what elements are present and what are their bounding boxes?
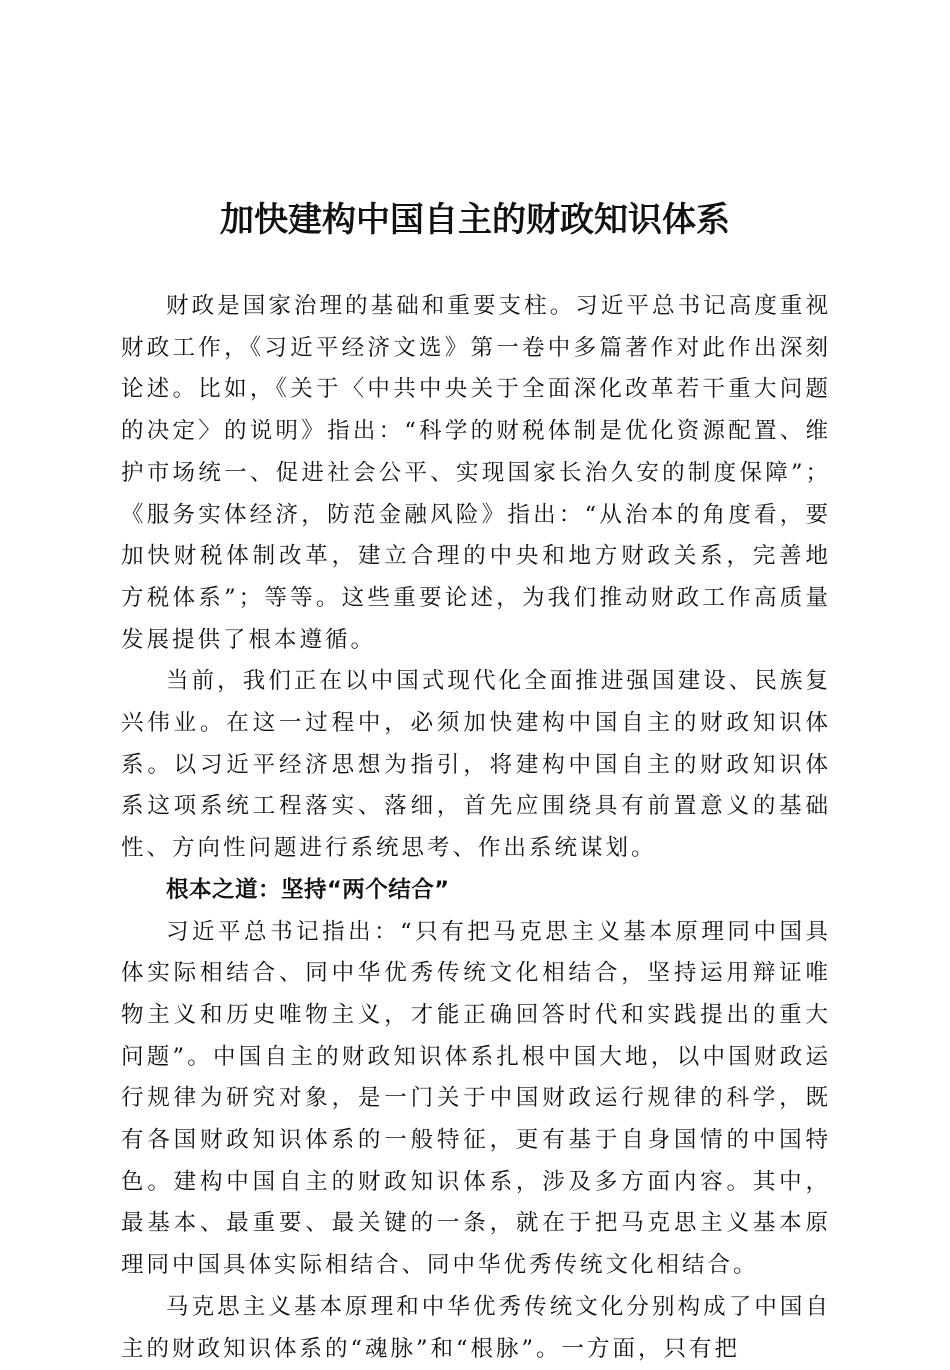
paragraph-intro: 财政是国家治理的基础和重要支柱。习近平总书记高度重视财政工作，《习近平经济文选》第一卷中多篇著作对此作出深刻论述。比如，《关于〈中共中央关于全面深化改革若干重大问题的决定〉的说明》指出：“科学的财税体制是优化资源配置、维护市场统一、促进社会公平、实现国家长治久安的制度保障”；《服务实体经济，防范金融风险》指出：“从治本的角度看，要加快财税体制改革，建立合理的中央和地方财政关系，完善地方税体系”；等等。这些重要论述，为我们推动财政工作高质量发展提供了根本遵循。 <box>121 293 831 653</box>
document-body <box>121 286 831 1370</box>
document-title: 加快建构中国自主的财政知识体系 <box>220 200 730 240</box>
paragraph-current: 当前，我们正在以中国式现代化全面推进强国建设、民族复兴伟业。在这一过程中，必须加快建构中国自主的财政知识体系。以习近平经济思想为指引，将建构中国自主的财政知识体系这项系统工程落实、落细，首先应围绕具有前置意义的基础性、方向性问题进行系统思考、作出系统谋划。 <box>121 668 831 862</box>
section-subheading: 根本之道：坚持“两个结合” <box>166 876 450 903</box>
paragraph-soul-root: 马克思主义基本原理和中华优秀传统文化分别构成了中国自主的财政知识体系的“魂脉”和“根脉”。一方面，只有把 <box>121 1293 831 1362</box>
paragraph-two-combinations: 习近平总书记指出：“只有把马克思主义基本原理同中国具体实际相结合、同中华优秀传统文化相结合，坚持运用辩证唯物主义和历史唯物主义，才能正确回答时代和实践提出的重大问题”。中国自主的财政知识体系扎根中国大地，以中国财政运行规律为研究对象，是一门关于中国财政运行规律的科学，既有各国财政知识体系的一般特征，更有基于自身国情的中国特色。建构中国自主的财政知识体系，涉及多方面内容。其中，最基本、最重要、最关键的一条，就在于把马克思主义基本原理同中国具体实际相结合、同中华优秀传统文化相结合。 <box>121 918 831 1279</box>
